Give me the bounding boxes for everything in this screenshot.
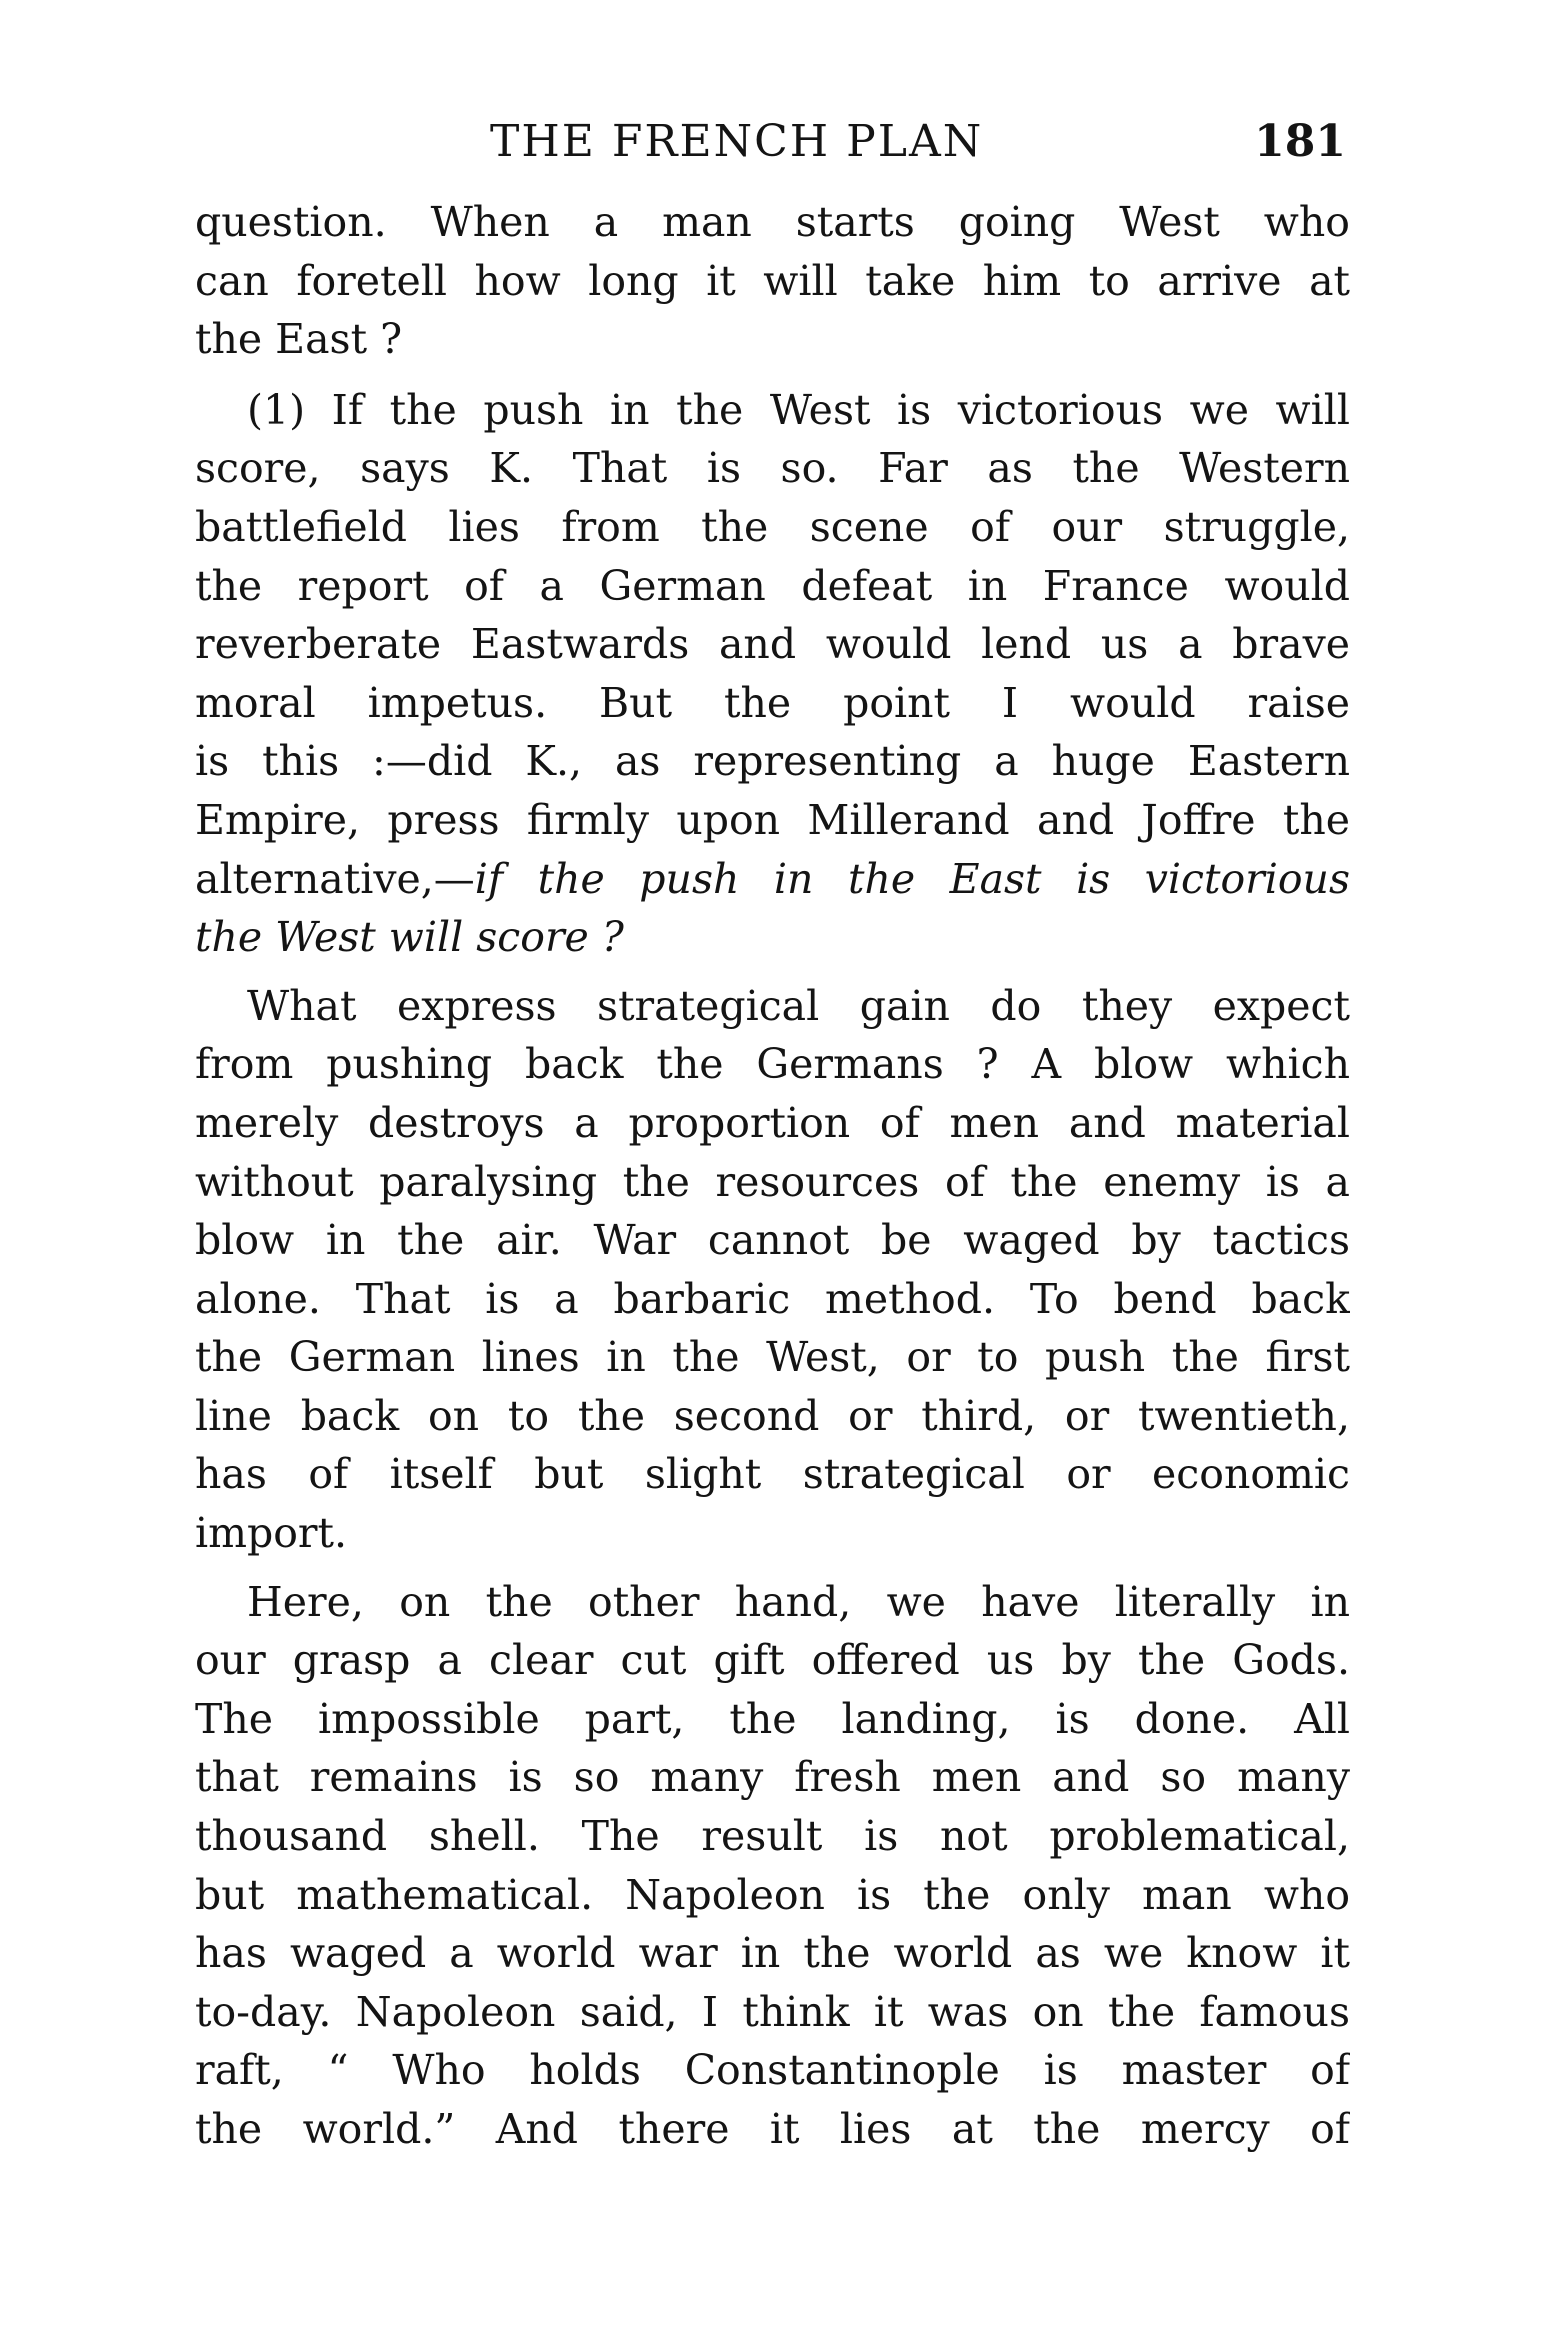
paragraph-1: [195, 193, 1350, 369]
body-text: [195, 193, 1350, 2169]
text-line: to-day. Napoleon said, I think it was on the famous: [195, 1987, 1350, 2036]
text-line: but mathematical. Napoleon is the only man who: [195, 1870, 1350, 1919]
text-line: the German lines in the West, or to push the first: [195, 1333, 1350, 1382]
text-line: score, says K. That is so. Far as the Western: [195, 444, 1350, 493]
text-line-mixed: [195, 850, 1350, 909]
text-line: battlefield lies from the scene of our struggle,: [195, 502, 1350, 551]
text-line: our grasp a clear cut gift offered us by the Gods.: [195, 1636, 1350, 1685]
text-line: Here, on the other hand, we have literally in: [247, 1577, 1350, 1626]
running-head: THE FRENCH PLAN: [490, 116, 984, 167]
text-line: What express strategical gain do they expect: [247, 981, 1350, 1030]
text-line: has waged a world war in the world as we know it: [195, 1929, 1350, 1978]
paragraph-3: [195, 977, 1350, 1563]
text-line: without paralysing the resources of the enemy is a: [195, 1157, 1350, 1206]
text-line: blow in the air. War cannot be waged by tactics: [195, 1216, 1350, 1265]
text-line: the West will score ?: [195, 913, 624, 962]
text-line: Empire, press firmly upon Millerand and Joffre the: [195, 795, 1350, 844]
text-line: can foretell how long it will take him to arrive at: [195, 256, 1350, 305]
text-line: import.: [195, 1509, 348, 1558]
text-line: moral impetus. But the point I would raise: [195, 678, 1350, 727]
italic-text: if the push in the East is victorious: [474, 854, 1350, 903]
text-line: The impossible part, the landing, is done. All: [195, 1694, 1350, 1743]
paragraph-2: [195, 381, 1350, 967]
text-line: reverberate Eastwards and would lend us a brave: [195, 620, 1350, 669]
page-number: 181: [1254, 116, 1346, 167]
text-line: is this :—did K., as representing a huge Eastern: [195, 737, 1350, 786]
text-line: (1) If the push in the West is victorious we will: [247, 385, 1350, 434]
text-line: the report of a German defeat in France would: [195, 561, 1350, 610]
text-line: the world.” And there it lies at the mercy of: [195, 2105, 1350, 2153]
text-line: question. When a man starts going West who: [195, 198, 1350, 246]
page-header: [195, 112, 1350, 172]
text-line: has of itself but slight strategical or economic: [195, 1450, 1350, 1499]
text-line: that remains is so many fresh men and so many: [195, 1753, 1350, 1802]
text-line: from pushing back the Germans ? A blow which: [195, 1040, 1350, 1089]
text-line: line back on to the second or third, or twentieth,: [195, 1391, 1350, 1440]
text-line: merely destroys a proportion of men and material: [195, 1098, 1350, 1147]
paragraph-4: [195, 1573, 1350, 2159]
text-line: thousand shell. The result is not problematical,: [195, 1812, 1350, 1861]
text-line: raft, “ Who holds Constantinople is master of: [195, 2046, 1350, 2095]
text-line: the East ?: [195, 315, 403, 364]
text-line: alone. That is a barbaric method. To bend back: [195, 1274, 1350, 1323]
roman-text: alternative,—: [195, 854, 475, 903]
